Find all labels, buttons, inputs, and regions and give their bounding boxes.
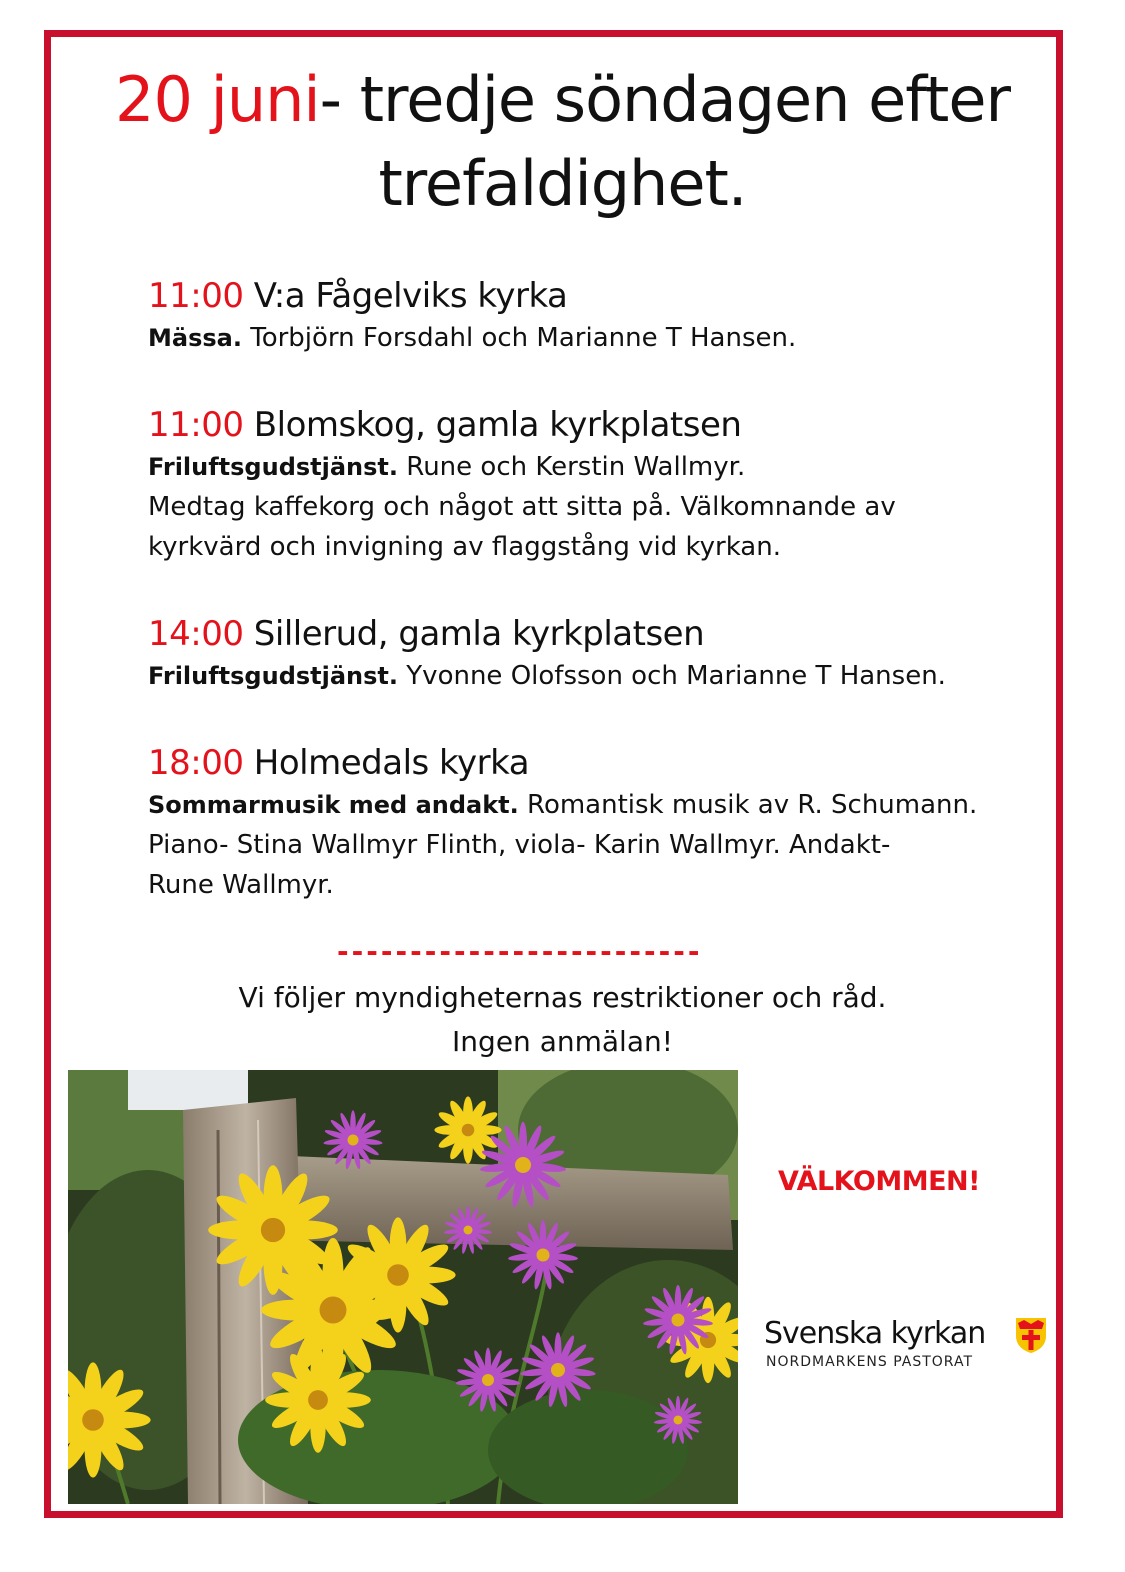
event-time: 11:00	[148, 405, 244, 445]
event-place: Blomskog, gamla kyrkplatsen	[253, 405, 742, 445]
event-description	[148, 656, 1048, 696]
event-extra-line: Piano- Stina Wallmyr Flinth, viola- Karin Wallmyr. Andakt-	[148, 830, 891, 860]
event-details: Rune och Kerstin Wallmyr.	[406, 452, 746, 482]
event-extra-line: kyrkvärd och invigning av flaggstång vid kyrkan.	[148, 532, 781, 562]
event-description	[148, 318, 1048, 358]
title-date: 20 juni	[115, 63, 320, 136]
notice-line: Vi följer myndigheternas restriktioner och råd.	[238, 981, 887, 1014]
event-type: Mässa.	[148, 324, 242, 352]
page-title	[60, 58, 1065, 226]
event-heading	[148, 274, 1048, 318]
notice-line: Ingen anmälan!	[452, 1025, 673, 1058]
title-rest: - tredje söndagen efter	[319, 63, 1010, 136]
event-description	[148, 785, 1048, 825]
event-extra-line: Rune Wallmyr.	[148, 870, 334, 900]
event-heading	[148, 403, 1048, 447]
event-time: 11:00	[148, 276, 244, 316]
event-extra-line: Medtag kaffekorg och något att sitta på. Välkomnande av	[148, 492, 896, 522]
event-item	[148, 612, 1048, 696]
event-item	[148, 741, 1048, 905]
logo-name: Svenska kyrkan	[764, 1316, 986, 1351]
notice-text	[60, 976, 1065, 1064]
event-details: Romantisk musik av R. Schumann.	[527, 790, 978, 820]
church-crown-cross-icon	[1014, 1316, 1048, 1354]
dashed-divider: -------------------------	[337, 937, 703, 967]
svenska-kyrkan-logo	[764, 1316, 1054, 1376]
event-type: Friluftsgudstjänst.	[148, 453, 399, 481]
event-item	[148, 274, 1048, 358]
flower-photo-illustration	[68, 1070, 738, 1504]
event-item	[148, 403, 1048, 567]
title-line2: trefaldighet.	[378, 147, 747, 220]
event-list	[148, 274, 1048, 950]
event-heading	[148, 612, 1048, 656]
event-description	[148, 447, 1048, 487]
event-type: Friluftsgudstjänst.	[148, 662, 399, 690]
event-place: Holmedals kyrka	[253, 743, 530, 783]
event-heading	[148, 741, 1048, 785]
event-type: Sommarmusik med andakt.	[148, 791, 519, 819]
event-time: 18:00	[148, 743, 244, 783]
event-details: Torbjörn Forsdahl och Marianne T Hansen.	[250, 323, 797, 353]
event-place: Sillerud, gamla kyrkplatsen	[253, 614, 705, 654]
welcome-text: VÄLKOMMEN!	[778, 1166, 980, 1197]
logo-subtitle: NORDMARKENS PASTORAT	[766, 1354, 974, 1370]
event-place: V:a Fågelviks kyrka	[253, 276, 568, 316]
flower-photo	[68, 1070, 738, 1504]
event-time: 14:00	[148, 614, 244, 654]
event-details: Yvonne Olofsson och Marianne T Hansen.	[406, 661, 946, 691]
